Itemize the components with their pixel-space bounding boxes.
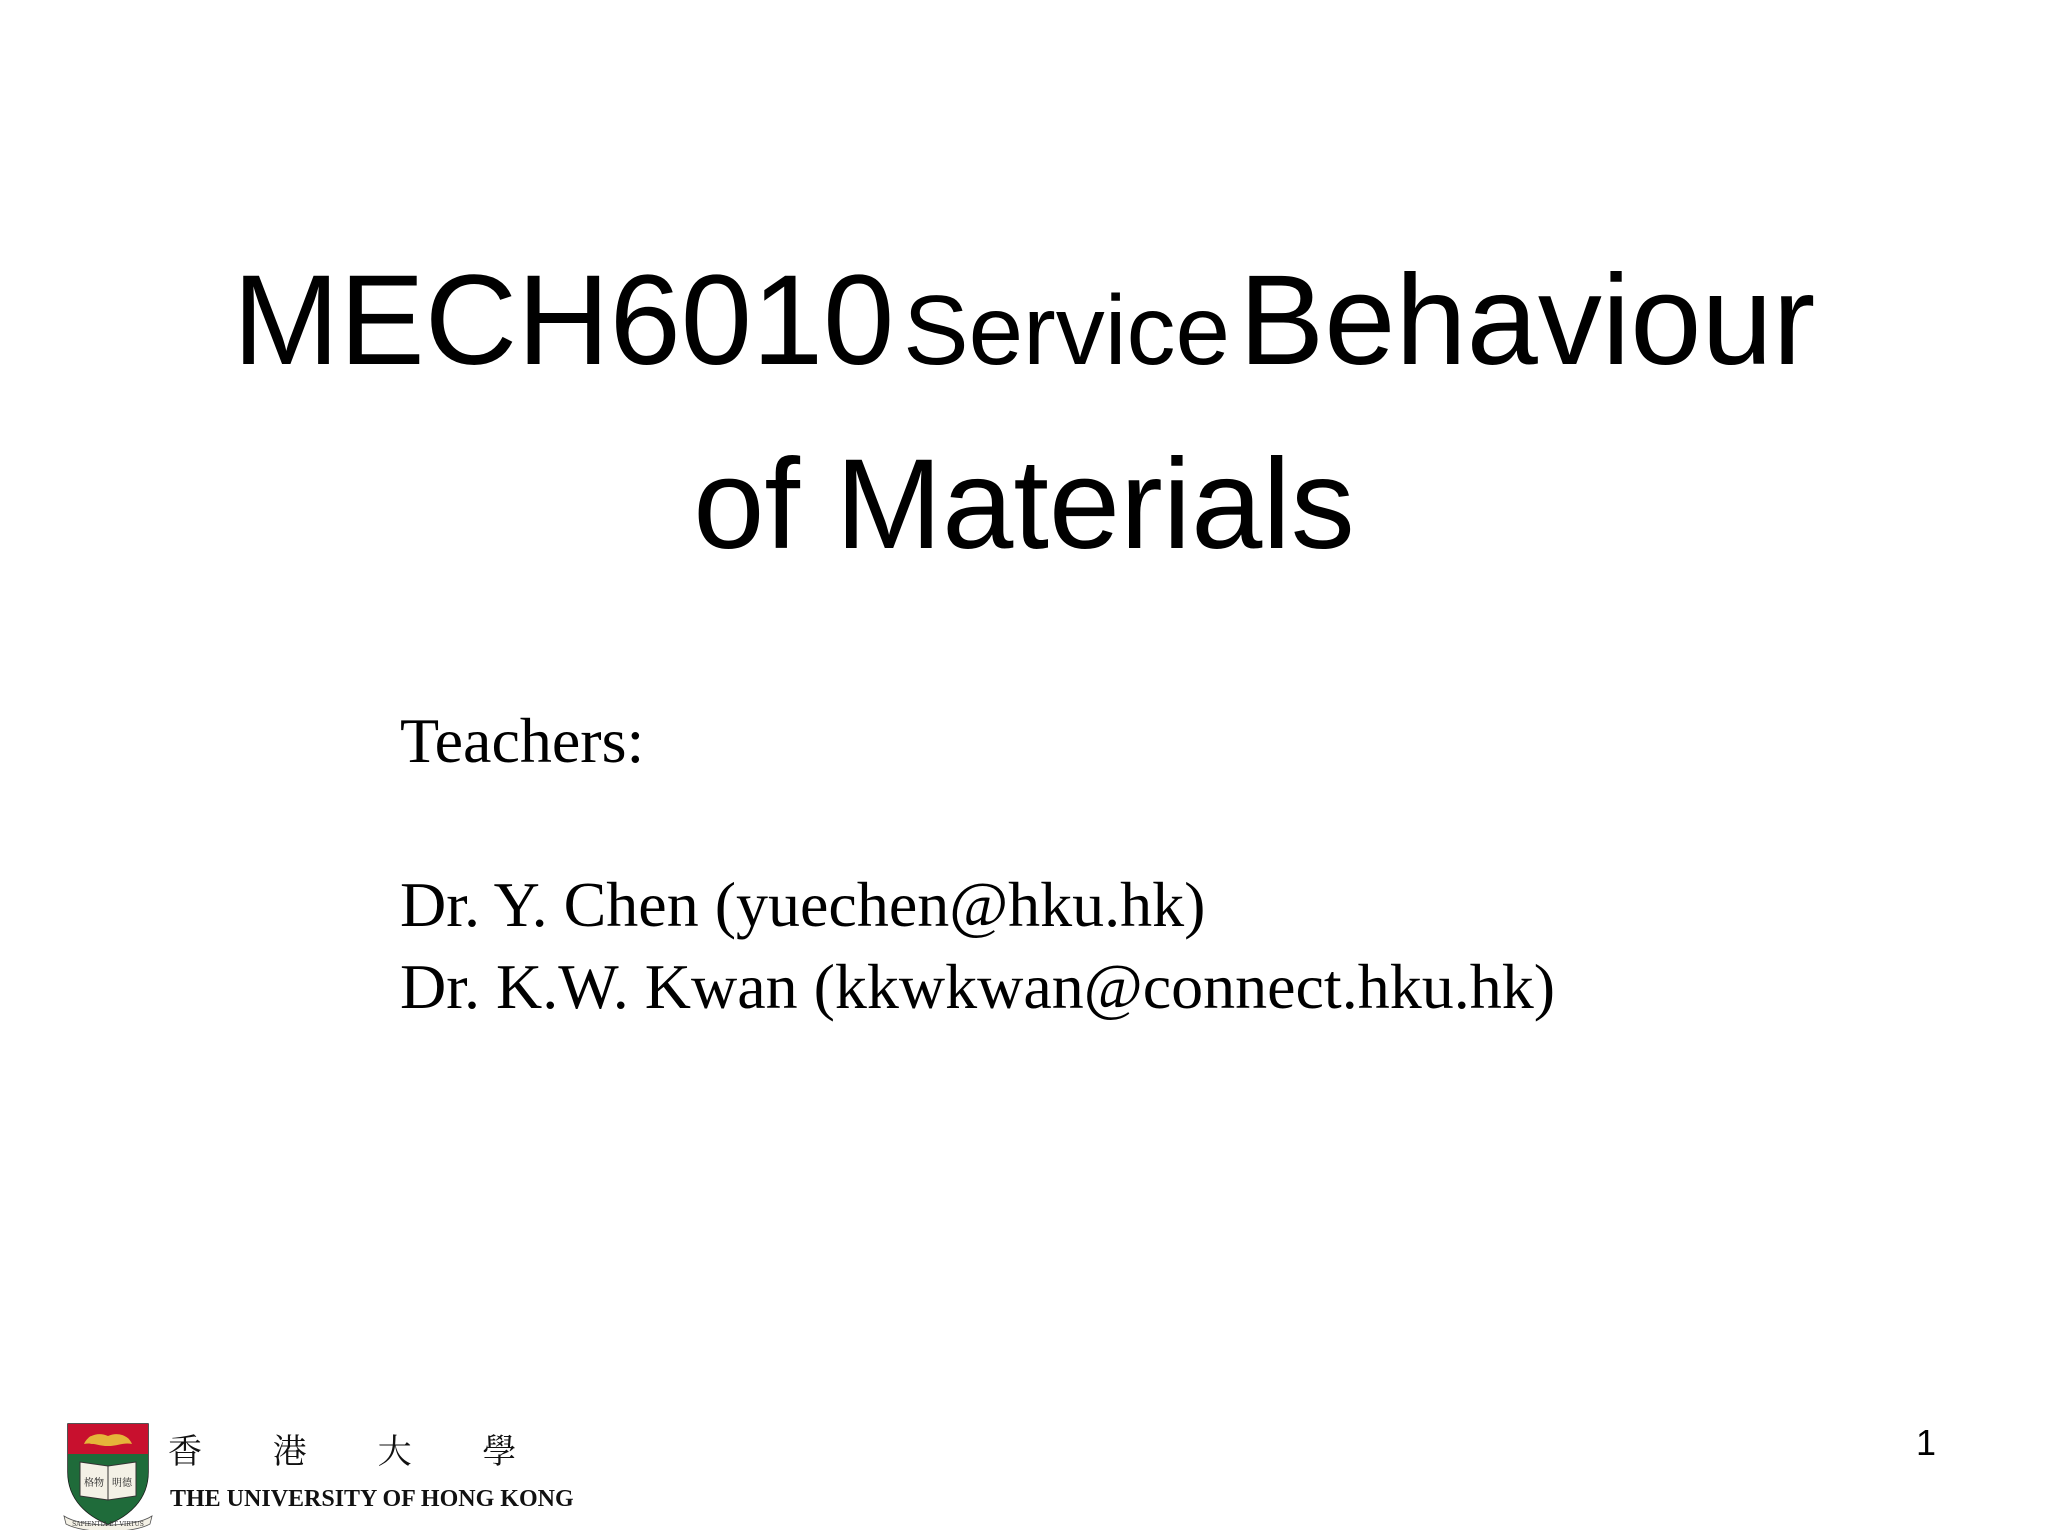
university-chinese-name: 香 港 大 學 — [168, 1432, 547, 1472]
svg-text:SAPIENTIA ET VIRTUS: SAPIENTIA ET VIRTUS — [72, 1521, 144, 1528]
title-behaviour-word: Behaviour — [1238, 249, 1816, 392]
slide-title — [0, 245, 2048, 613]
university-crest-icon — [62, 1420, 154, 1530]
title-service-word: Service — [903, 275, 1231, 385]
teacher-line-kwan: Dr. K.W. Kwan (kkwkwan@connect.hku.hk) — [400, 951, 1555, 1022]
university-logo — [62, 1420, 642, 1530]
svg-text:明德: 明德 — [112, 1478, 132, 1489]
teachers-heading: Teachers: — [400, 705, 645, 776]
university-english-name: THE UNIVERSITY OF HONG KONG — [170, 1486, 574, 1512]
svg-text:格物: 格物 — [84, 1478, 104, 1489]
teachers-block — [400, 700, 1555, 1028]
teacher-line-chen: Dr. Y. Chen (yuechen@hku.hk) — [400, 869, 1206, 940]
course-code: MECH6010 — [232, 249, 895, 392]
title-line-2: of Materials — [693, 433, 1355, 576]
page-number: 1 — [1915, 1422, 1936, 1463]
